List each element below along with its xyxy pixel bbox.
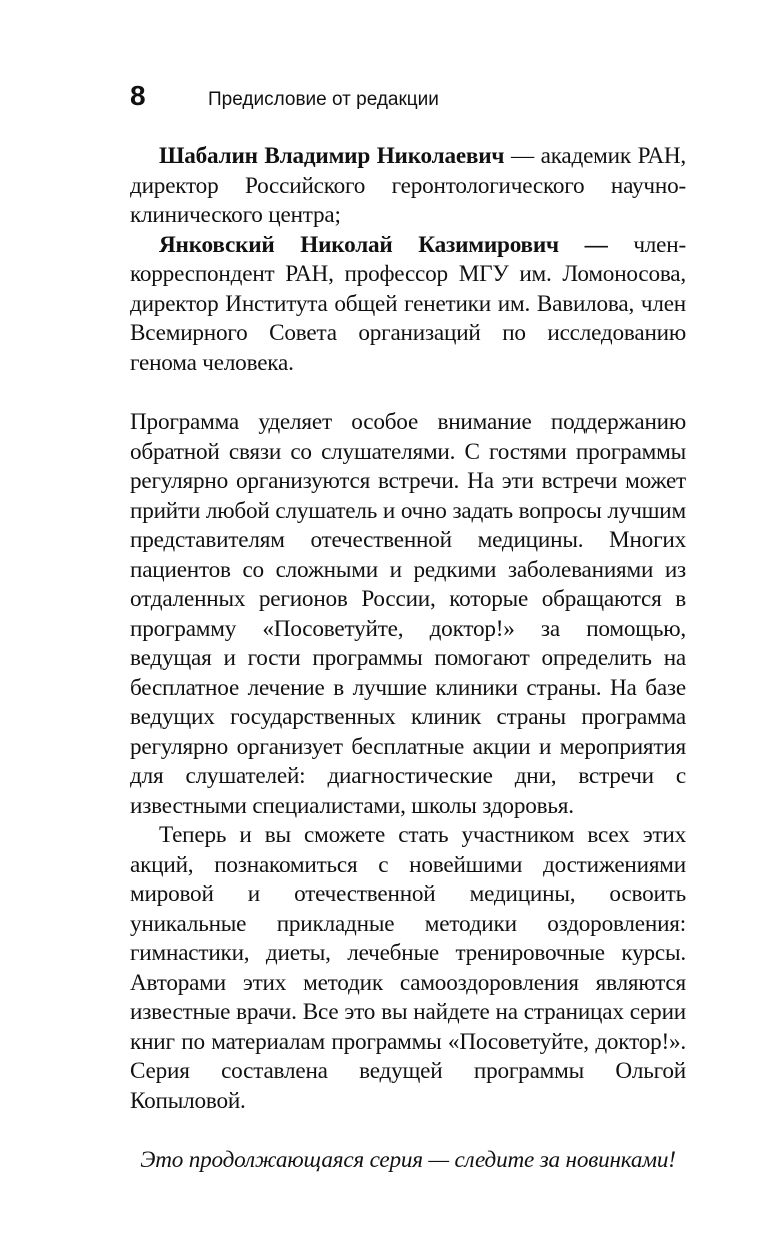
body-text — [130, 142, 686, 1116]
expert-name: Янковский Николай Казимирович — — [159, 231, 608, 258]
closing-line: Это продолжающаяся серия — следите за новинками! — [140, 1147, 676, 1173]
paragraph: Теперь и вы сможете стать участником всех этих акций, познакомиться с новейшими достижениями мировой и отечественной медицины, освоить уникальные прикладные методики оздоровления: гимнастики, диеты, лечебные тренировочные курсы. Авторами этих методик самооздоровления являются известные врачи. Все это вы найдете на страницах серии книг по материалам программы «Посоветуйте, доктор!». Серия составлена ведущей программы Ольгой Копыловой. — [130, 822, 686, 1114]
page-number: 8 — [130, 80, 146, 111]
expert-description: — академик РАН, директор Российского геронтологического научно-клинического центра; — [130, 143, 687, 228]
book-page — [130, 82, 686, 1176]
section-gap — [130, 378, 686, 408]
expert-description: член-корреспондент РАН, профессор МГУ им. Ломоносова, директор Института общей генетики им. Вавилова, член Всемирного Совета организаций по исследованию генома человека. — [130, 231, 686, 376]
page-header — [130, 82, 686, 122]
expert-entry — [130, 231, 686, 379]
paragraph: Программа уделяет особое внимание поддержанию обратной связи со слушателями. С гостями программы регулярно организуются встречи. На эти встречи может прийти любой слушатель и очно задать вопросы лучшим представителям отечественной медицины. Многих пациентов со сложными и редкими заболеваниями из отдаленных регионов России, которые обращаются в программу «Посоветуйте, доктор!» за помощью, ведущая и гости программы помогают определить на бесплатное лечение в лучшие клиники страны. На базе ведущих государственных клиник страны программа регулярно организует бесплатные акции и мероприятия для слушателей: диагностические дни, встречи с известными специалистами, школы здоровья. — [130, 409, 686, 819]
expert-name: Шабалин Владимир Николаевич — [159, 143, 505, 169]
running-title: Предисловие от редакции — [208, 89, 439, 110]
expert-entry — [130, 142, 686, 231]
